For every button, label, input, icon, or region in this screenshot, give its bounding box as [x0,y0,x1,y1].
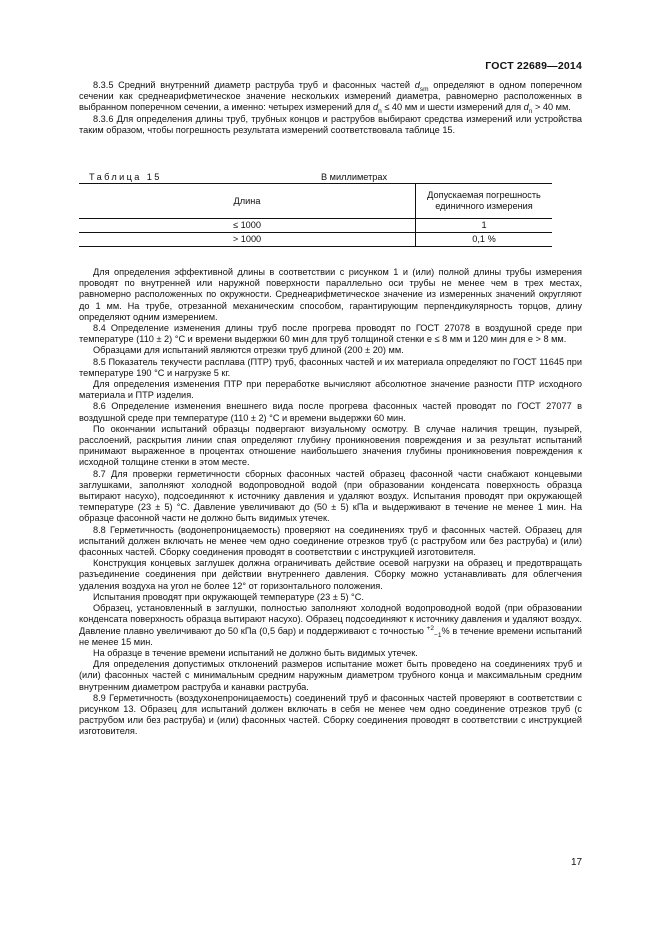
paragraph-8-8: 8.8 Герметичность (водонепроницаемость) проверяют на соединениях труб и фасонных частей. Образец для испытаний должен включать не менее чем одно соединение отрезков труб (с раструбом или без раструба) и (или) фасонных частей. Сборку соединения проводят в соответствии с инструкцией изготовителя. [79,524,582,558]
table-row [79,219,552,233]
paragraph-no-leaks: На образце в течение времени испытаний не должно быть видимых утечек. [93,647,418,658]
paragraph-pressure-procedure: Образец, установленный в заглушки, полностью заполняют холодной водопроводной водой (при образовании конденсата поверхность образца вытирают насухо). Образец подсоединяют к источнику давления и удаляют воздух. Давление плавно увеличивают до 50 кПа (0,5 бар) и поддерживают с точностью $^{+2}_{-1}$% в течение времени испытаний не менее 15 мин. [79,603,582,647]
section-body [79,267,582,738]
paragraph-8-4: 8.4 Определение изменения длины труб после прогрева проводят по ГОСТ 27078 в воздушной среде при температуре (110 ± 2) °С и времени выдержки 60 мин для труб толщиной стенки е ≤ 8 мм и 120 мин для е > 8 мм. [79,323,582,345]
table-units: В миллиметрах [321,172,388,182]
table-header-row [79,184,552,219]
column-header-length: Длина [79,184,416,219]
table-cell-error: 0,1 % [416,233,553,247]
paragraph-test-temperature: Испытания проводят при окружающей температуре (23 ± 5) °С. [93,591,364,602]
page-number: 17 [571,857,583,868]
column-header-error: Допускаемая погрешность единичного измерения [416,184,553,219]
paragraph-samples: Образцами для испытаний являются отрезки труб длиной (200 ± 20) мм. [93,345,404,356]
table-row [79,233,552,247]
section-8-3 [79,80,582,136]
paragraph-8-6: 8.6 Определение изменения внешнего вида после прогрева фасонных частей проводят по ГОСТ 27077 в воздушной среде при температуре (110 ± 2) °С и времени выдержки 60 мин. [79,401,582,423]
paragraph-8-7: 8.7 Для проверки герметичности сборных фасонных частей образец фасонной части снабжают концевыми заглушками, заполняют холодной водопроводной водой (при образовании конденсата поверхность образца вытирают насухо), подсоединяют к источнику давления и удаляют воздух. Испытания проводят при окружающей температуре (23 ± 5) °С. Давление увеличивают до (50 ± 5) кПа и выдерживают в течение не менее 1 мин. На образце фасонной части не должно быть видимых утечек. [79,468,582,524]
paragraph-ptr-change: Для определения изменения ПТР при переработке вычисляют абсолютное значение разности ПТР исходного материала и ПТР изделия. [79,379,582,401]
paragraph-tolerances: Для определения допустимых отклонений размеров испытание может быть проведено на соединениях труб и (или) фасонных частей с минимальным средним наружным диаметром трубного конца и максимальным средним внутренним диаметром раструба и канавки раструба. [79,659,582,692]
paragraph-effective-length: Для определения эффективной длины в соответствии с рисунком 1 и (или) полной длины трубы измерения проводят по внутренней или наружной поверхности параллельно оси трубы не менее чем в трех местах, равномерно расположенных по окружности. Среднеарифметическое значение из измеренных значений округляют до 1 мм. На трубе, отрезанной механическим способом, гарантирующим перпендикулярность торцов, длину определяют одним измерением. [79,267,582,322]
table-cell-length: > 1000 [79,233,416,247]
table-caption: Таблица 15 [89,172,162,182]
paragraph-8-3-5: 8.3.5 Средний внутренний диаметр раструба труб и фасонных частей $d_{sm}$ определяют в одном поперечном сечении как среднеарифметическое значение нескольких измерений диаметра, равномерно расположенных в выбранном поперечном сечении, а именно: четырех измерений для $d_n \le 40$ мм и шести измерений для $d_n > 40$ мм. [79,80,582,116]
paragraph-8-9: 8.9 Герметичность (воздухонепроницаемость) соединений труб и фасонных частей проверяют в соответствии с рисунком 13. Образец для испытаний должен включать в себя не менее чем одно соединение отрезков труб (с раструбом или без раструба) и (или) фасонных частей. Сборку соединения проводят в соответствии с инструкцией изготовителя. [79,692,582,737]
table-cell-error: 1 [416,219,553,233]
paragraph-8-3-6: 8.3.6 Для определения длины труб, трубных концов и раструбов выбирают средства измерений или устройства таким образом, чтобы погрешность результата измерений соответствовала таблице 15. [79,113,582,135]
paragraph-end-caps: Конструкция концевых заглушек должна ограничивать действие осевой нагрузки на образец и предотвращать разъединение соединения при действии внутреннего давления. Сборку можно устанавливать для облегчения удаления воздуха на угол не более 12° от горизонтального положения. [79,558,582,591]
paragraph-visual-inspection: По окончании испытаний образцы подвергают визуальному осмотру. В случае наличия трещин, пузырей, расслоений, раскрытия линии спая определяют глубину проникновения повреждения и за результат испытаний принимают выраженное в процентах отношение наибольшего значения глубины проникновения повреждения к исходной толщине стенки в этом месте. [79,423,582,468]
table-cell-length: ≤ 1000 [79,219,416,233]
paragraph-8-5: 8.5 Показатель текучести расплава (ПТР) труб, фасонных частей и их материала определяют по ГОСТ 11645 при температуре 190 °С и нагрузке 5 кг. [79,356,582,378]
document-code-header: ГОСТ 22689—2014 [485,60,582,72]
table-15 [79,183,552,247]
